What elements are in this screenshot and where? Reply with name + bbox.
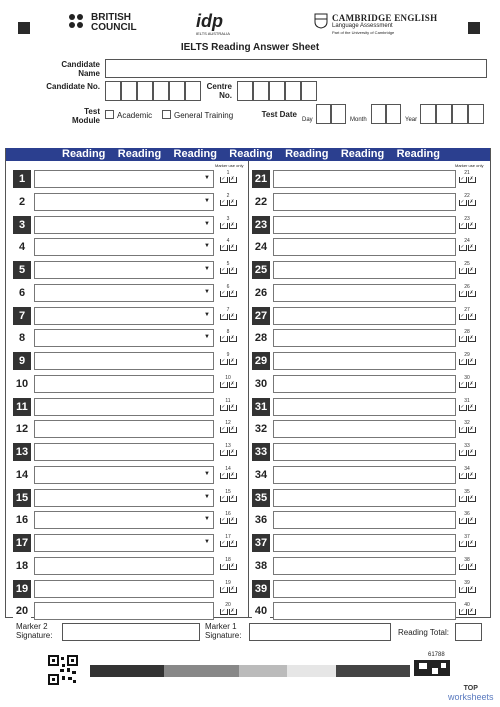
answer-field[interactable] [273,307,456,325]
candidate-name-field[interactable] [105,59,487,78]
british-council-logo [68,13,137,33]
question-number: 36 [252,511,270,529]
academic-checkbox[interactable] [105,110,114,119]
marker-tick-box[interactable] [458,284,476,302]
answer-field[interactable] [34,284,214,302]
marker-tick-box[interactable] [219,170,237,188]
question-number: 34 [252,466,270,484]
marker-number: 20 [225,602,231,609]
question-number: 18 [13,557,31,575]
marker-number: 1 [226,170,230,176]
test-date-label: Test Date [261,110,297,119]
question-number: 5 [13,261,31,279]
question-number: 33 [252,443,270,461]
dropdown-arrow-icon: ▼ [204,175,210,181]
answer-field[interactable] [273,375,456,393]
reading-band-label: Reading [285,148,329,160]
marker-tick-box[interactable] [458,375,476,393]
timing-bar [90,665,410,677]
reading-band-label: Reading [340,148,385,160]
question-number: 19 [13,580,31,598]
column-divider [248,161,249,618]
marker-use-label-right: Marker use only [455,163,484,168]
tick-cross-icon: ✓ ✗ [221,403,235,410]
dropdown-arrow-icon: ▼ [204,493,210,500]
marker-number: 14 [225,465,231,472]
question-number: 13 [13,443,31,461]
question-number: 4 [13,238,31,256]
answer-field[interactable] [273,284,456,302]
question-number: 15 [13,489,31,507]
british-council-dots-icon [68,13,88,33]
tick-cross-icon: ✓ ✗ [221,267,235,273]
page-title: IELTS Reading Answer Sheet [180,42,320,53]
tick-cross-icon: ✓ ✗ [221,608,235,615]
answer-field[interactable] [34,511,214,529]
question-number: 28 [252,329,270,347]
marker-tick-box[interactable] [219,352,237,370]
marker-tick-box[interactable] [219,375,237,393]
marker2-label: Marker 2 Signature: [16,622,53,640]
cambridge-sub2: Part of the University of Cambridge [332,30,395,35]
answer-field[interactable] [273,557,456,575]
marker-number: 27 [464,306,470,313]
answer-field[interactable] [273,489,456,507]
marker-number: 12 [225,420,231,427]
question-number: 26 [252,284,270,302]
tick-cross-icon: ✓ ✗ [221,380,235,387]
academic-label: Academic [117,111,153,120]
marker-tick-box[interactable] [219,284,237,302]
marker-tick-box[interactable] [219,443,237,461]
marker-number: 24 [464,238,470,245]
dropdown-arrow-icon: ▼ [204,266,210,272]
marker-number: 18 [225,556,231,563]
marker-number: 8 [226,329,230,336]
question-number: 7 [13,307,31,325]
marker2-signature-field[interactable] [62,623,200,641]
tick-cross-icon: ✓ ✗ [221,289,235,296]
marker-number: 11 [225,397,231,404]
dropdown-arrow-icon: ▼ [204,311,210,318]
tick-cross-icon: ✓ ✗ [221,449,235,455]
marker-tick-box[interactable] [458,261,476,279]
answer-field[interactable] [34,375,214,393]
marker-number: 35 [464,488,470,495]
tick-cross-icon: ✓ ✗ [221,335,235,342]
marker-tick-box[interactable] [458,602,476,620]
tick-cross-icon: ✓ ✗ [221,494,235,501]
tick-cross-icon: ✓ ✗ [460,403,474,410]
tick-cross-icon: ✓ ✗ [460,244,474,251]
tick-cross-icon: ✓ ✗ [221,471,235,478]
tick-cross-icon: ✓ ✗ [460,494,474,501]
question-number: 24 [252,238,270,256]
marker-tick-box[interactable] [219,580,237,598]
question-number: 30 [252,375,270,393]
question-number: 14 [13,466,31,484]
watermark [448,684,494,702]
reading-band-label: Reading [396,148,440,160]
question-number: 16 [13,511,31,529]
tick-cross-icon: ✓ ✗ [460,312,474,319]
tick-cross-icon: ✓ ✗ [460,221,474,228]
tick-cross-icon: ✓ ✗ [460,540,474,546]
test-module-label: Test Module [72,107,100,125]
marker-number: 19 [225,579,231,586]
marker-tick-box[interactable] [458,580,476,598]
marker-tick-box[interactable] [458,466,476,484]
answer-field[interactable] [34,216,214,234]
marker-tick-box[interactable] [458,329,476,347]
question-number: 29 [252,352,270,370]
tick-cross-icon: ✓ ✗ [460,358,474,364]
question-number: 25 [252,261,270,279]
idp-logo [196,12,230,36]
marker-tick-box[interactable] [458,398,476,416]
answer-field[interactable] [273,170,456,188]
marker1-signature-field[interactable] [249,623,391,641]
marker-tick-box[interactable] [219,329,237,347]
idp-logo-sub: IELTS AUSTRALIA [196,31,230,36]
marker-number: 13 [225,443,231,449]
question-number: 1 [13,170,31,188]
tick-cross-icon: ✓ ✗ [221,562,235,569]
marker-use-label-left: Marker use only [215,163,244,168]
question-number: 32 [252,420,270,438]
dropdown-arrow-icon: ▼ [204,288,210,295]
question-number: 35 [252,489,270,507]
answer-field[interactable] [34,170,214,188]
question-number: 37 [252,534,270,552]
marker-tick-box[interactable] [219,216,237,234]
month-boxes[interactable] [371,104,401,124]
marker-tick-box[interactable] [219,466,237,484]
marker-number: 15 [225,488,231,495]
marker-tick-box[interactable] [219,557,237,575]
tick-cross-icon: ✓ ✗ [221,221,235,228]
answer-field[interactable] [273,398,456,416]
tick-cross-icon: ✓ ✗ [221,358,235,364]
marker-tick-box[interactable] [458,216,476,234]
answer-field[interactable] [34,352,214,370]
dropdown-arrow-icon: ▼ [204,539,210,545]
answer-field[interactable] [273,443,456,461]
question-number: 40 [252,602,270,620]
answer-field[interactable] [273,602,456,620]
tick-cross-icon: ✓ ✗ [221,517,235,524]
idp-logo-text: idp [196,11,223,31]
marker-number: 9 [226,352,230,358]
question-number: 6 [13,284,31,302]
tick-cross-icon: ✓ ✗ [221,198,235,205]
marker-number: 32 [464,420,470,427]
tick-cross-icon: ✓ ✗ [460,267,474,273]
question-number: 27 [252,307,270,325]
tick-cross-icon: ✓ ✗ [460,517,474,524]
dropdown-arrow-icon: ▼ [204,220,210,227]
answer-field[interactable] [273,329,456,347]
tick-cross-icon: ✓ ✗ [460,176,474,182]
marker-number: 7 [226,306,230,313]
answer-field[interactable] [34,329,214,347]
answer-field[interactable] [273,534,456,552]
answer-field[interactable] [34,307,214,325]
marker-number: 4 [226,238,230,245]
question-number: 8 [13,329,31,347]
tick-cross-icon: ✓ ✗ [460,471,474,478]
registration-mark-top-left [18,22,30,34]
answer-field[interactable] [273,420,456,438]
answer-field[interactable] [273,238,456,256]
british-council-line2: COUNCIL [91,22,137,33]
marker-number: 10 [225,374,231,381]
marker-number: 29 [464,352,470,358]
answer-field[interactable] [273,261,456,279]
marker-tick-box[interactable] [219,534,237,552]
dropdown-arrow-icon: ▼ [204,243,210,250]
answer-field[interactable] [34,534,214,552]
marker-tick-box[interactable] [458,443,476,461]
answer-field[interactable] [34,580,214,598]
marker-number: 2 [226,192,230,199]
answer-field[interactable] [34,489,214,507]
tick-cross-icon: ✓ ✗ [460,289,474,296]
marker-number: 3 [226,215,230,222]
general-training-label: General Training [174,111,234,120]
candidate-name-label [40,60,100,78]
candidate-name-label-text: Candidate Name [61,60,100,78]
general-training-checkbox[interactable] [162,110,171,119]
answer-field[interactable] [273,193,456,211]
marker-number: 5 [226,261,230,267]
question-number: 3 [13,216,31,234]
question-number: 23 [252,216,270,234]
question-number: 17 [13,534,31,552]
centre-no-boxes[interactable] [237,81,317,101]
watermark-bottom: worksheets [448,692,494,702]
question-number: 22 [252,193,270,211]
marker-tick-box[interactable] [458,193,476,211]
centre-no-label: Centre No. [206,82,232,100]
qr-code [48,655,78,685]
dropdown-arrow-icon: ▼ [204,470,210,477]
marker-tick-box[interactable] [458,170,476,188]
marker-number: 33 [464,443,470,449]
barcode-mark [414,660,450,676]
reading-total-field[interactable] [455,623,482,641]
answer-field[interactable] [34,261,214,279]
tick-cross-icon: ✓ ✗ [221,540,235,546]
marker-tick-box[interactable] [458,489,476,507]
cambridge-sub1: Language Assessment [332,23,393,29]
marker-tick-box[interactable] [458,352,476,370]
answer-field[interactable] [34,398,214,416]
question-number: 21 [252,170,270,188]
reading-band-label: Reading [173,148,217,160]
question-number: 9 [13,352,31,370]
tick-cross-icon: ✓ ✗ [460,585,474,592]
answer-field[interactable] [273,580,456,598]
marker-tick-box[interactable] [219,489,237,507]
cambridge-shield-icon [314,13,328,29]
dropdown-arrow-icon: ▼ [204,516,210,523]
marker-tick-box[interactable] [219,420,237,438]
cambridge-logo [314,13,437,35]
tick-cross-icon: ✓ ✗ [221,244,235,251]
tick-cross-icon: ✓ ✗ [460,426,474,433]
marker-number: 16 [225,511,231,518]
answer-field[interactable] [34,602,214,620]
marker-number: 28 [464,329,470,336]
answer-field[interactable] [273,466,456,484]
marker-number: 22 [464,192,470,199]
year-label: Year [405,117,418,123]
marker-number: 40 [464,602,470,609]
marker-tick-box[interactable] [219,307,237,325]
registration-mark-top-right [468,22,480,34]
marker-tick-box[interactable] [219,398,237,416]
marker-tick-box[interactable] [219,193,237,211]
reading-band-label: Reading [229,148,273,160]
question-number: 2 [13,193,31,211]
marker-number: 31 [464,397,470,404]
answer-field[interactable] [273,352,456,370]
marker-tick-box[interactable] [458,534,476,552]
marker-tick-box[interactable] [458,557,476,575]
reading-band-label: Reading [62,148,106,160]
question-number: 11 [13,398,31,416]
marker-number: 21 [464,170,470,176]
answer-field[interactable] [34,193,214,211]
marker-tick-box[interactable] [458,511,476,529]
marker-tick-box[interactable] [219,238,237,256]
tick-cross-icon: ✓ ✗ [460,608,474,615]
tick-cross-icon: ✓ ✗ [221,585,235,592]
marker-number: 39 [464,579,470,586]
question-number: 12 [13,420,31,438]
marker-number: 6 [226,283,230,290]
tick-cross-icon: ✓ ✗ [221,176,235,182]
question-number: 31 [252,398,270,416]
candidate-no-boxes[interactable] [105,81,201,101]
marker-tick-box[interactable] [219,261,237,279]
marker-number: 38 [464,556,470,563]
answer-field[interactable] [34,238,214,256]
candidate-no-label: Candidate No. [46,82,100,91]
british-council-line1: BRITISH [91,12,131,23]
sheet-code: 61788 [428,652,445,658]
answer-field[interactable] [273,216,456,234]
marker-tick-box[interactable] [219,511,237,529]
reading-total-label: Reading Total: [398,628,449,637]
marker-tick-box[interactable] [458,238,476,256]
dropdown-arrow-icon: ▼ [204,197,210,204]
tick-cross-icon: ✓ ✗ [460,380,474,387]
question-number: 38 [252,557,270,575]
answer-field[interactable] [34,466,214,484]
watermark-top: TOP [463,685,478,692]
marker-tick-box[interactable] [458,307,476,325]
marker-number: 37 [464,534,470,540]
question-number: 10 [13,375,31,393]
question-number: 39 [252,580,270,598]
reading-band [6,148,490,161]
marker-number: 36 [464,511,470,518]
marker-number: 23 [464,215,470,222]
tick-cross-icon: ✓ ✗ [460,562,474,569]
year-boxes[interactable] [420,104,484,124]
question-number: 20 [13,602,31,620]
dropdown-arrow-icon: ▼ [204,334,210,341]
marker-number: 30 [464,374,470,381]
answer-field[interactable] [34,557,214,575]
answer-field[interactable] [273,511,456,529]
tick-cross-icon: ✓ ✗ [460,449,474,455]
answer-field[interactable] [34,443,214,461]
marker-number: 25 [464,261,470,267]
marker-number: 34 [464,465,470,472]
marker1-label: Marker 1 Signature: [205,622,242,640]
tick-cross-icon: ✓ ✗ [221,312,235,319]
tick-cross-icon: ✓ ✗ [460,335,474,342]
reading-band-label: Reading [117,148,162,160]
marker-number: 17 [225,534,231,540]
day-boxes[interactable] [316,104,346,124]
month-label: Month [350,117,367,123]
day-label: Day [302,117,313,123]
tick-cross-icon: ✓ ✗ [221,426,235,433]
tick-cross-icon: ✓ ✗ [460,198,474,205]
marker-tick-box[interactable] [219,602,237,620]
answer-field[interactable] [34,420,214,438]
marker-number: 26 [464,283,470,290]
cambridge-title: CAMBRIDGE ENGLISH [332,13,438,23]
marker-tick-box[interactable] [458,420,476,438]
